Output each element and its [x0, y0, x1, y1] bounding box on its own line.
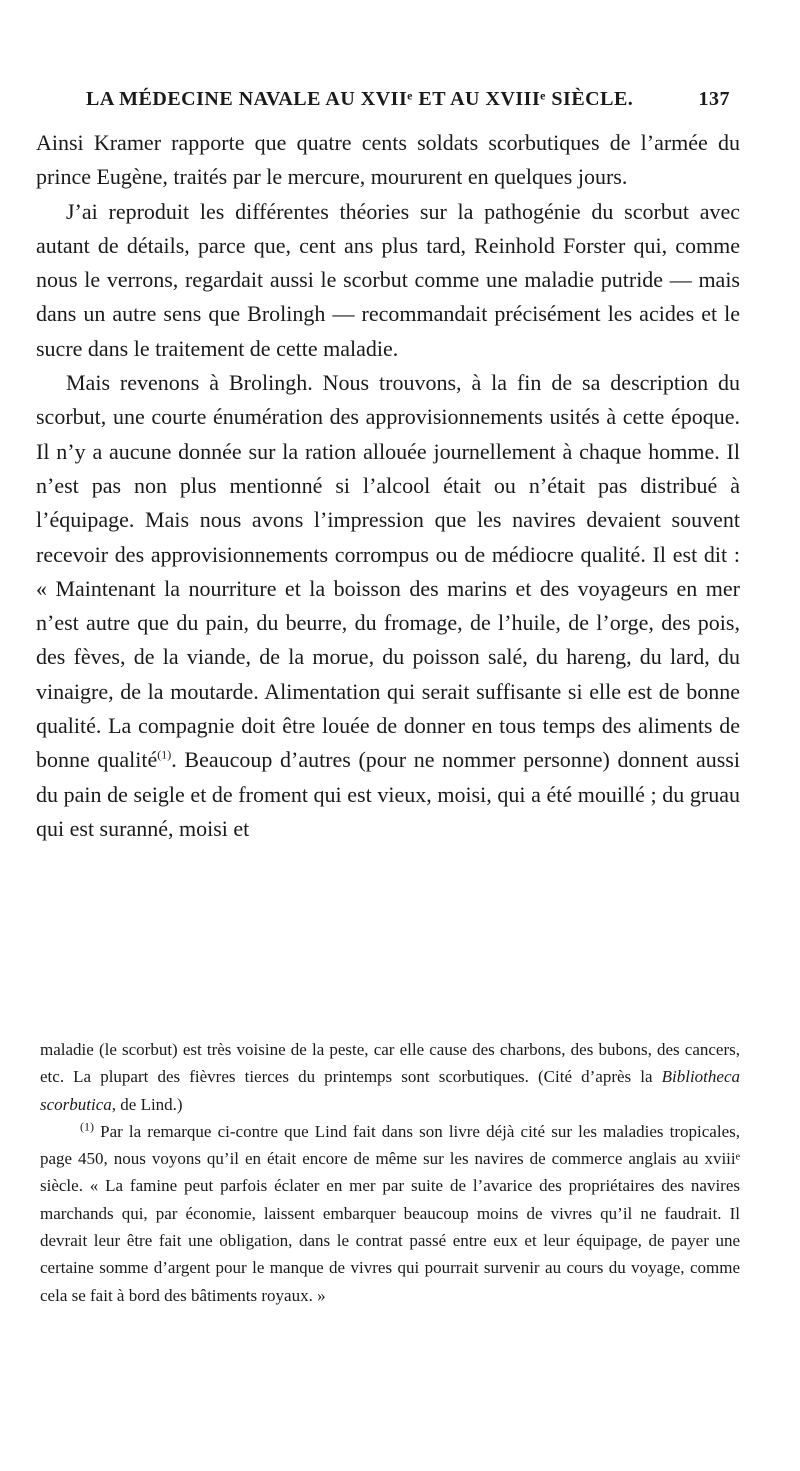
footnote-1-marker: (1) [80, 1119, 94, 1134]
paragraph-3 [36, 366, 740, 846]
main-text [36, 126, 740, 846]
footnote-reference: (1) [157, 748, 172, 763]
footnote-1 [40, 1118, 740, 1309]
footnote-1-text: Par la remarque ci-contre que Lind fait dans son livre déjà cité sur les maladies tropicales, page 450, nous voyons qu’il en était encore de même sur les navires de commerce anglais au xviiiᵉ siècle. « La famine peut parfois éclater en mer par suite de l’avarice des propriétaires des navires marchands qui, par économie, laissent embarquer beaucoup moins de vivres qu’il ne faudrait. Il devrait leur être fait une obligation, dans le contrat passé entre eux et leur équipage, de payer une certaine somme d’argent pour le manque de vivres qui pourrait survenir au cours du voyage, comme cela se fait à bord des bâtiments royaux. » [40, 1121, 740, 1305]
running-header [86, 88, 730, 111]
footnote-book-title: Bibliotheca scorbutica [40, 1067, 740, 1114]
paragraph-3-text-b: . Beaucoup d’autres (pour ne nommer personne) donnent aussi du pain de seigle et de froment qui est vieux, moisi, qui a été mouillé ; du gruau qui est suranné, moisi et [36, 747, 740, 841]
footnotes [40, 1036, 740, 1309]
paragraph-1: Ainsi Kramer rapporte que quatre cents soldats scorbutiques de l’armée du prince Eugène, traités par le mercure, moururent en quelques jours. [36, 130, 740, 190]
page-number: 137 [698, 88, 730, 110]
paragraph-3-text-a: Mais revenons à Brolingh. Nous trouvons, à la fin de sa description du scorbut, une courte énumération des approvisionnements usités à cette époque. Il n’y a aucune donnée sur la ration allouée journellement à chaque homme. Il n’est pas non plus mentionné si l’alcool était ou n’était pas distribué à l’équipage. Mais nous avons l’impression que les navires devaient souvent recevoir des approvisionnements corrompus ou de médiocre qualité. Il est dit : « Maintenant la nourriture et la boisson des marins et des voyageurs en mer n’est autre que du pain, du beurre, du fromage, de l’huile, de l’orge, des pois, des fèves, de la viande, de la morue, du poisson salé, du hareng, du lard, du vinaigre, de la moutarde. Alimentation qui serait suffisante si elle est de bonne qualité. La compagnie doit être louée de donner en tous temps des aliments de bonne qualité [36, 370, 740, 773]
footnote-continuation [40, 1036, 740, 1118]
running-title: LA MÉDECINE NAVALE AU XVIIᵉ ET AU XVIIIᵉ SIÈCLE. [86, 88, 634, 110]
paragraph-2: J’ai reproduit les différentes théories sur la pathogénie du scorbut avec autant de détails, parce que, cent ans plus tard, Reinhold Forster qui, comme nous le verrons, regardait aussi le scorbut comme une maladie putride — mais dans un autre sens que Brolingh — recommandait précisément les acides et le sucre dans le traitement de cette maladie. [36, 198, 740, 361]
footnote-continuation-text-b: , de Lind.) [111, 1094, 183, 1114]
footnote-continuation-text-a: maladie (le scorbut) est très voisine de la peste, car elle cause des charbons, des bubons, des cancers, etc. La plupart des fièvres tierces du printemps sont scorbutiques. (Cité d’après la [40, 1040, 740, 1087]
